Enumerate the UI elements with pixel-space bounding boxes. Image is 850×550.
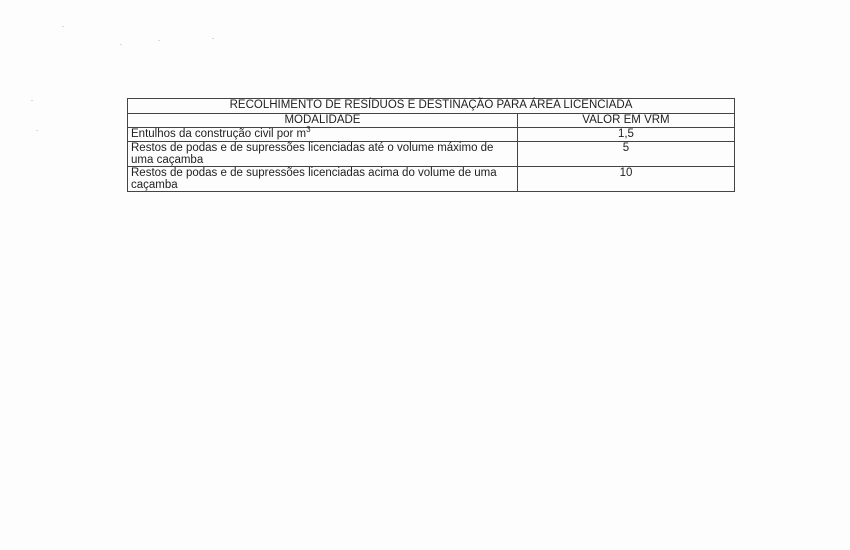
modalidade-text: Entulhos da construção civil por m — [131, 128, 307, 140]
modalidade-cell — [128, 125, 518, 142]
column-header-modalidade: MODALIDADE — [128, 114, 518, 128]
table-title: RECOLHIMENTO DE RESÍDUOS E DESTINAÇÃO PARA ÁREA LICENCIADA — [128, 99, 735, 114]
table-row — [128, 128, 735, 142]
valor-cell: 10 — [517, 167, 734, 192]
scan-artifact — [31, 100, 33, 101]
modalidade-cell: Restos de podas e de supressões licenciadas até o volume máximo de uma caçamba — [128, 142, 518, 167]
scan-artifact — [62, 26, 64, 27]
table-title-row — [128, 99, 735, 114]
scan-artifact — [36, 130, 38, 131]
valor-cell: 5 — [517, 142, 734, 167]
scan-artifact — [212, 38, 214, 39]
table-header-row — [128, 114, 735, 128]
modalidade-cell: Restos de podas e de supressões licenciadas acima do volume de uma caçamba — [128, 167, 518, 192]
fee-table-container — [127, 98, 735, 192]
unit-superscript: 3 — [306, 125, 311, 135]
table-row — [128, 142, 735, 167]
table-row — [128, 167, 735, 192]
valor-cell: 1,5 — [517, 128, 734, 142]
column-header-valor: VALOR EM VRM — [517, 114, 734, 128]
scan-artifact — [120, 44, 122, 45]
fee-table — [127, 98, 735, 192]
scan-artifact — [158, 40, 160, 41]
